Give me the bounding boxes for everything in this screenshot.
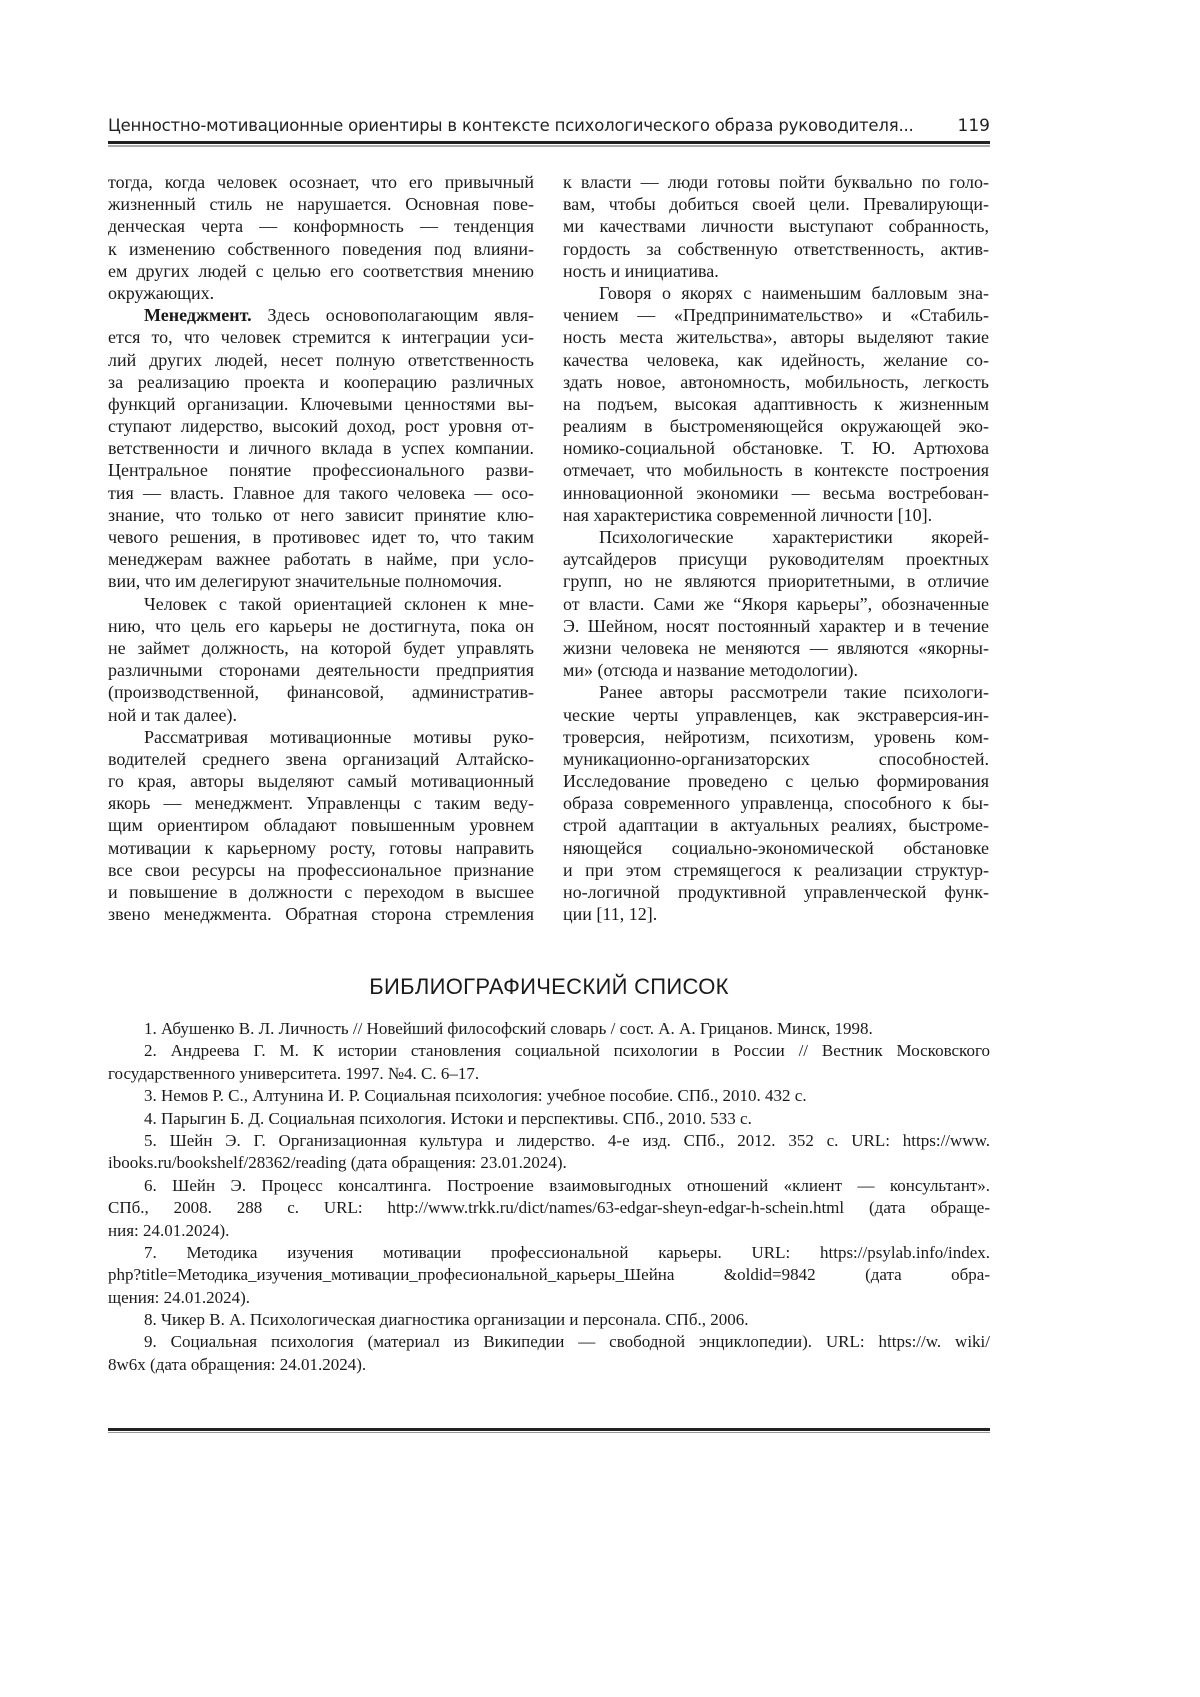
text-line: щим ориентиром обладают повышенным уровнем [108, 814, 534, 836]
bibliography-entry [108, 1175, 990, 1242]
text-line: Ранее авторы рассмотрели такие психологи- [563, 681, 989, 703]
text-line: чевого решения, в противовес идет то, что таким [108, 526, 534, 548]
text-line: ность места жительства», авторы выделяют такие [563, 326, 989, 348]
text-line: все свои ресурсы на профессиональное признание [108, 859, 534, 881]
bibliography-entry [108, 1018, 990, 1040]
paragraph [563, 282, 989, 526]
text-line: но-логичной продуктивной управленческой функ- [563, 881, 989, 903]
text-line: функций организации. Ключевыми ценностями вы- [108, 393, 534, 415]
running-title: Ценностно-мотивационные ориентиры в контексте психологического образа руководителя... [108, 116, 990, 135]
text-line: ibooks.ru/bookshelf/28362/reading (дата обращения: 23.01.2024). [108, 1152, 990, 1174]
text-line: мотивации к карьерному росту, готовы направить [108, 837, 534, 859]
text-line: щения: 24.01.2024). [108, 1287, 990, 1309]
footer-rule [108, 1428, 990, 1431]
text-line: ступают лидерство, высокий доход, рост уровня от- [108, 415, 534, 437]
right-column [563, 171, 989, 925]
paragraph [108, 171, 534, 304]
text-line: не займет должность, на которой будет управлять [108, 637, 534, 659]
text-line: жизненный стиль не нарушается. Основная пове- [108, 193, 534, 215]
text-line: 4. Парыгин Б. Д. Социальная психология. Истоки и перспективы. СПб., 2010. 533 с. [108, 1108, 990, 1130]
text-line: ется то, что человек стремится к интеграции уси- [108, 326, 534, 348]
text-line: ции [11, 12]. [563, 903, 989, 925]
text-line: инновационной экономики — весьма востребован- [563, 482, 989, 504]
text-line: ми качествами личности выступают собранность, [563, 215, 989, 237]
header-rule-secondary [108, 145, 990, 147]
text-line: денческая черта — конформность — тенденция [108, 215, 534, 237]
text-line: и повышение в должности с переходом в высшее [108, 881, 534, 903]
text-line: ная характеристика современной личности [10]. [563, 504, 989, 526]
text-line: Человек с такой ориентацией склонен к мне- [108, 593, 534, 615]
text-line: якорь — менеджмент. Управленцы с таким веду- [108, 792, 534, 814]
header-rule [108, 141, 990, 144]
text-line: звено менеджмента. Обратная сторона стремления [108, 903, 534, 925]
paragraph [563, 526, 989, 681]
paragraph [108, 593, 534, 726]
text-line: СПб., 2008. 288 с. URL: http://www.trkk.ru/dict/names/63-edgar-sheyn-edgar-h-schein.html (дата обраще- [108, 1197, 990, 1219]
text-line: вии, что им делегируют значительные полномочия. [108, 570, 534, 592]
text-line: ветственности и личного вклада в успех компании. [108, 437, 534, 459]
text-line: вам, чтобы добиться своей цели. Превалирующи- [563, 193, 989, 215]
text-line: на подъем, высокая адаптивность к жизненным [563, 393, 989, 415]
text-line: к власти — люди готовы пойти буквально по голо- [563, 171, 989, 193]
text-line: знание, что только от него зависит принятие клю- [108, 504, 534, 526]
text-line: государственного университета. 1997. №4. С. 6–17. [108, 1063, 990, 1085]
text-line: 3. Немов Р. С., Алтунина И. Р. Социальная психология: учебное пособие. СПб., 2010. 432 с. [108, 1085, 990, 1107]
text-line: Рассматривая мотивационные мотивы руко- [108, 726, 534, 748]
text-line: за реализацию проекта и кооперацию различных [108, 371, 534, 393]
text-line: групп, но не являются приоритетными, в отличие [563, 570, 989, 592]
text-line: няющейся социально-экономической обстановке [563, 837, 989, 859]
text-line: ния: 24.01.2024). [108, 1220, 990, 1242]
text-line: чением — «Предпринимательство» и «Стабиль- [563, 304, 989, 326]
bibliography-entry [108, 1331, 990, 1376]
text-line: гордость за собственную ответственность, актив- [563, 238, 989, 260]
page-number: 119 [958, 116, 990, 136]
text-line: номико-социальной обстановке. Т. Ю. Артюхова [563, 437, 989, 459]
text-line: ми» (отсюда и название методологии). [563, 659, 989, 681]
text-line: здать новое, автономность, мобильность, легкость [563, 371, 989, 393]
bibliography-entry [108, 1242, 990, 1309]
text-line: 8w6x (дата обращения: 24.01.2024). [108, 1354, 990, 1376]
bibliography-entry [108, 1040, 990, 1085]
text-line: 2. Андреева Г. М. К истории становления социальной психологии в России // Вестник Московского [108, 1040, 990, 1062]
text-line: тия — власть. Главное для такого человека — осо- [108, 482, 534, 504]
bibliography-entry [108, 1108, 990, 1130]
left-column [108, 171, 534, 925]
footer-rule-secondary [108, 1432, 990, 1433]
text-line: php?title=Методика_изучения_мотивации_професиональной_карьеры_Шейна &oldid=9842 (дата обра- [108, 1264, 990, 1286]
text-line: го края, авторы выделяют самый мотивационный [108, 770, 534, 792]
text-line: образа современного управленца, способного к бы- [563, 792, 989, 814]
text-line: к изменению собственного поведения под влияни- [108, 238, 534, 260]
text-line: ем других людей с целью его соответствия мнению [108, 260, 534, 282]
text-line: Центральное понятие профессионального разви- [108, 459, 534, 481]
text-line: ность и инициатива. [563, 260, 989, 282]
text-line [108, 304, 534, 326]
text-line: Психологические характеристики якорей- [563, 526, 989, 548]
bibliography-list [108, 1018, 990, 1376]
text-line: (производственной, финансовой, административ- [108, 681, 534, 703]
paragraph [108, 726, 534, 926]
text-line: качества человека, как идейность, желание со- [563, 349, 989, 371]
text-line: 6. Шейн Э. Процесс консалтинга. Построение взаимовыгодных отношений «клиент — консультант». [108, 1175, 990, 1197]
text-line: от власти. Сами же “Якоря карьеры”, обозначенные [563, 593, 989, 615]
text-line: 7. Методика изучения мотивации профессиональной карьеры. URL: https://psylab.info/index. [108, 1242, 990, 1264]
text-line: различными сторонами деятельности предприятия [108, 659, 534, 681]
paragraph [563, 681, 989, 925]
text-line: 8. Чикер В. А. Психологическая диагностика организации и персонала. СПб., 2006. [108, 1309, 990, 1331]
text-line: 1. Абушенко В. Л. Личность // Новейший философский словарь / сост. А. А. Грицанов. Минск, 1998. [108, 1018, 990, 1040]
text-line: Говоря о якорях с наименьшим балловым зна- [563, 282, 989, 304]
text-line-rest: Здесь основополагающим явля- [252, 305, 534, 325]
text-line: водителей среднего звена организаций Алтайско- [108, 748, 534, 770]
text-line: 9. Социальная психология (материал из Википедии — свободной энциклопедии). URL: https://w. wiki/ [108, 1331, 990, 1353]
text-line: муникационно-организаторских способностей. [563, 748, 989, 770]
text-line: менеджерам важнее работать в найме, при усло- [108, 548, 534, 570]
text-line: Э. Шейном, носят постоянный характер и в течение [563, 615, 989, 637]
text-line: нию, что цель его карьеры не достигнута, пока он [108, 615, 534, 637]
bibliography-entry [108, 1309, 990, 1331]
paragraph [563, 171, 989, 282]
text-line: аутсайдеров присущи руководителям проектных [563, 548, 989, 570]
text-line: окружающих. [108, 282, 534, 304]
text-line: и при этом стремящегося к реализации структур- [563, 859, 989, 881]
bibliography-entry [108, 1130, 990, 1175]
text-line: отмечает, что мобильность в контексте построения [563, 459, 989, 481]
text-line: реалиям в быстроменяющейся окружающей эко- [563, 415, 989, 437]
bibliography-entry [108, 1085, 990, 1107]
text-line: Исследование проведено с целью формирования [563, 770, 989, 792]
text-line: тогда, когда человек осознает, что его привычный [108, 171, 534, 193]
text-line: троверсия, нейротизм, психотизм, уровень ком- [563, 726, 989, 748]
text-line: лий других людей, несет полную ответственность [108, 349, 534, 371]
text-line: ной и так далее). [108, 704, 534, 726]
text-line: строй адаптации в актуальных реалиях, быстроме- [563, 814, 989, 836]
text-line: 5. Шейн Э. Г. Организационная культура и лидерство. 4-е изд. СПб., 2012. 352 с. URL: https://www. [108, 1130, 990, 1152]
paragraph [108, 304, 534, 592]
text-line: жизни человека не меняются — являются «якорны- [563, 637, 989, 659]
text-line: ческие черты управленцев, как экстраверсия-ин- [563, 704, 989, 726]
bibliography-heading: БИБЛИОГРАФИЧЕСКИЙ СПИСОК [108, 974, 990, 1000]
paragraph-lead: Менеджмент. [144, 305, 252, 325]
